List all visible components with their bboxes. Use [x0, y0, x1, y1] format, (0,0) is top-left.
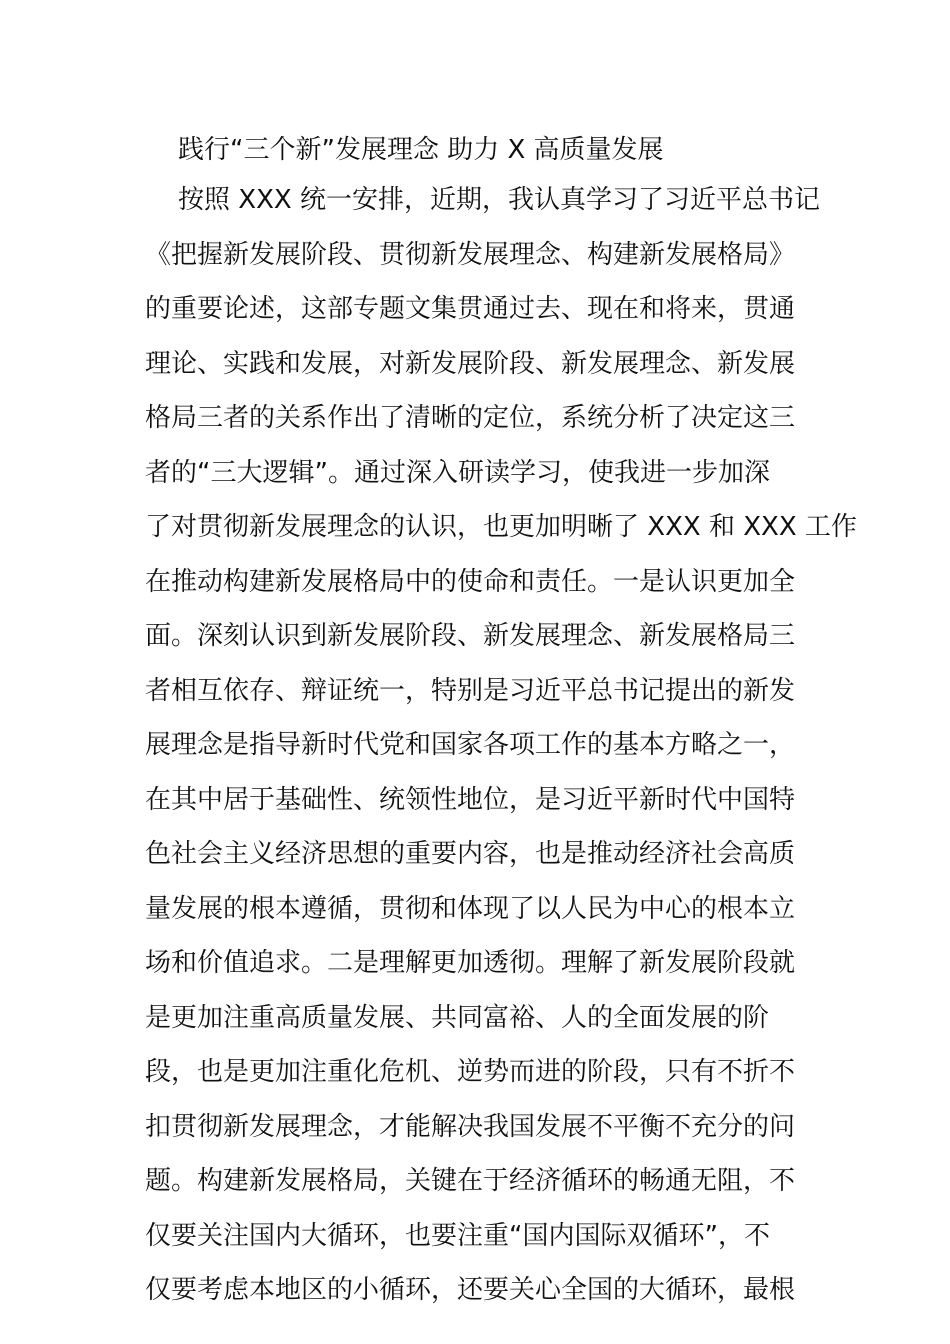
body-line: 格局三者的关系作出了清晰的定位，系统分析了决定这三 [145, 403, 796, 433]
body-line: 面。深刻认识到新发展阶段、新发展理念、新发展格局三 [145, 621, 796, 651]
body-line: 理论、实践和发展，对新发展阶段、新发展理念、新发展 [145, 348, 796, 379]
body-line: 《把握新发展阶段、贯彻新发展理念、构建新发展格局》 [145, 239, 796, 270]
body-line: 展理念是指导新时代党和国家各项工作的基本方略之一， [145, 730, 796, 760]
body-line: 题。构建新发展格局，关键在于经济循环的畅通无阻，不 [145, 1166, 796, 1196]
body-line: 仅要考虑本地区的小循环，还要关心全国的大循环，最根 [145, 1275, 796, 1305]
document-title: 践行“三个新”发展理念 助力 X 高质量发展 [178, 135, 664, 165]
document-body [145, 180, 857, 1325]
body-line: 段，也是更加注重化危机、逆势而进的阶段，只有不折不 [145, 1057, 796, 1087]
body-line: 仅要关注国内大循环，也要注重“国内国际双循环”，不 [145, 1220, 770, 1251]
body-line: 色社会主义经济思想的重要内容，也是推动经济社会高质 [145, 839, 796, 869]
body-line: 者的“三大逻辑”。通过深入研读学习，使我进一步加深 [145, 457, 770, 488]
body-line: 是更加注重高质量发展、共同富裕、人的全面发展的阶 [145, 1002, 770, 1033]
body-line: 在推动构建新发展格局中的使命和责任。一是认识更加全 [145, 566, 796, 597]
body-line: 扣贯彻新发展理念，才能解决我国发展不平衡不充分的问 [145, 1111, 796, 1142]
body-line: 在其中居于基础性、统领性地位，是习近平新时代中国特 [145, 784, 796, 815]
body-line: 量发展的根本遵循，贯彻和体现了以人民为中心的根本立 [145, 893, 796, 924]
body-line: 场和价值追求。二是理解更加透彻。理解了新发展阶段就 [145, 948, 796, 978]
body-line: 的重要论述，这部专题文集贯通过去、现在和将来，贯通 [145, 294, 796, 324]
body-line: 者相互依存、辩证统一，特别是习近平总书记提出的新发 [145, 675, 796, 706]
body-line: 按照 XXX 统一安排，近期，我认真学习了习近平总书记 [178, 185, 820, 215]
body-line: 了对贯彻新发展理念的认识，也更加明晰了 XXX 和 XXX 工作 [145, 512, 857, 542]
